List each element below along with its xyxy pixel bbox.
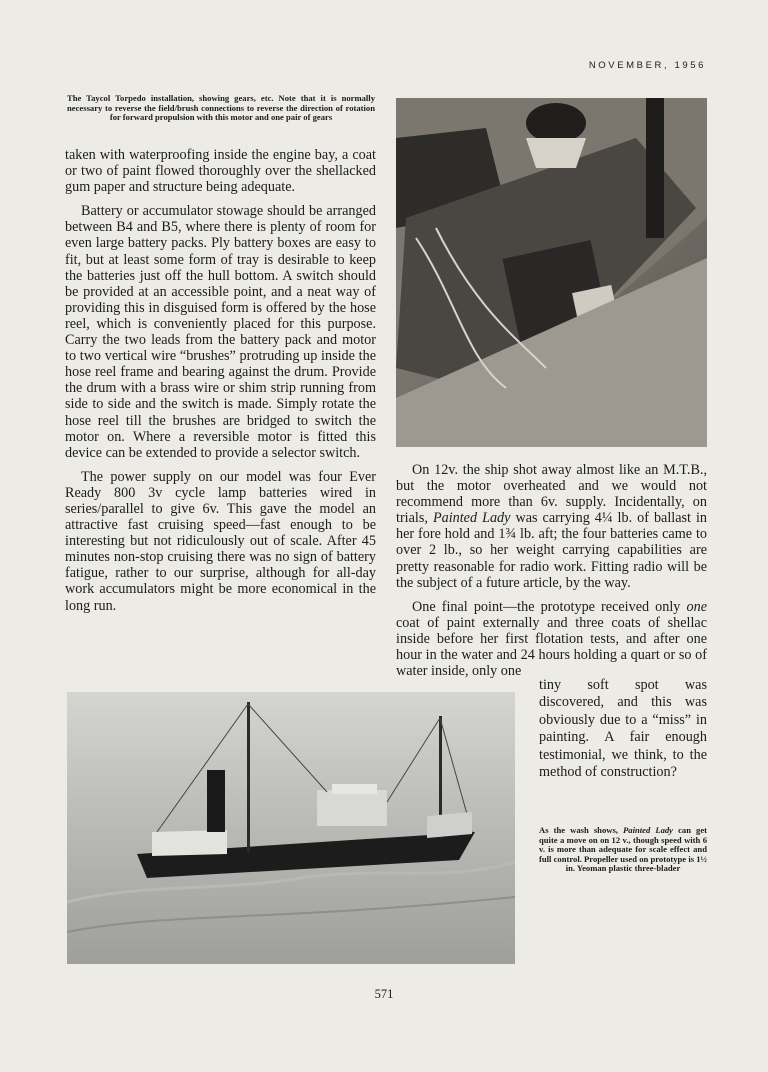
ship-photo-drawing: [67, 692, 515, 964]
caption-text: can get quite a move on on 12 v., though speed with 6 v. is more than adequate for scale effect and full control. Propeller used on prototype is 1½ in. Yeoman plastic three-blader: [539, 825, 708, 874]
page-number: 571: [374, 987, 394, 1001]
paragraph-text: On 12v. the ship shot away almost like an M.T.B., but the motor overheated and we would not recommend more than 6v. supply. Incidentally, on trials,: [396, 462, 707, 527]
model-ship-photo: [67, 692, 515, 964]
photo-caption-ship: [539, 826, 707, 874]
boat-name: Painted Lady: [432, 510, 511, 527]
paragraph-text: One final point—the prototype received only: [412, 598, 681, 615]
right-text-column: [396, 462, 707, 687]
paragraph: [396, 599, 707, 679]
paragraph-text: coat of paint externally and three coats of shellac inside before her first flotation tests, and after one hour in the water and 24 hours holding a quart or so of water inside, only one: [396, 614, 707, 680]
photo-caption-engine: The Taycol Torpedo installation, showing gears, etc. Note that it is normally necessary to reverse the field/brush connections to reverse the direction of rotation for forward propulsion with this motor and one pair of gears: [67, 93, 375, 123]
emphasis: one: [686, 598, 707, 615]
caption-text: As the wash shows,: [539, 825, 618, 835]
engine-installation-photo: [396, 98, 707, 447]
boat-name: Painted Lady: [623, 825, 673, 835]
paragraph: Battery or accumulator stowage should be arranged between B4 and B5, where there is plenty of room for even large battery packs. Ply battery boxes are easy to fit, but at least some form of tray is desirable to keep the batteries just off the hull bottom. A switch should be provided at an accessible point, and a neat way of providing this in disguised form is offered by the hose reel, which is conveniently placed for this purpose. Carry the two leads from the battery pack and motor to two vertical wire “brushes” protruding up inside the hose reel frame and bearing against the drum. Provide the drum with a brass wire or shim strip running from side to side and the switch is made. Simply rotate the hose reel till the brushes are bridged to switch the motor on. Where a reversible motor is fitted this device can be extended to provide a selector switch.: [65, 203, 376, 461]
right-text-continuation: tiny soft spot was discovered, and this was obviously due to a “miss” in painting. A fair enough testimonial, we think, to the method of construction?: [539, 677, 707, 781]
paragraph: The power supply on our model was four Ever Ready 800 3v cycle lamp batteries wired in series/parallel to give 6v. This gave the model an attractive fast cruising speed—fast enough to be interesting but not ridiculously out of scale. After 45 minutes non-stop cruising there was no sign of battery fatigue, rather to our surprise, although for all-day work accumulators might be more economical in the long run.: [65, 468, 376, 614]
engine-photo-drawing: [396, 98, 707, 447]
paragraph: [396, 462, 707, 591]
left-text-column: [65, 147, 376, 622]
paragraph-text: was carrying 4¼ lb. of ballast in her fore hold and 1¾ lb. aft; the four batteries came to over 2 lb., so her weight carrying capabilities are pretty reasonable for radio work. Fitting radio will be the subject of a future article, by the way.: [396, 510, 708, 591]
issue-date-header: NOVEMBER, 1956: [588, 60, 706, 71]
paragraph: taken with waterproofing inside the engine bay, a coat or two of paint flowed thoroughly over the shellacked gum paper and structure being adequate.: [65, 147, 376, 196]
